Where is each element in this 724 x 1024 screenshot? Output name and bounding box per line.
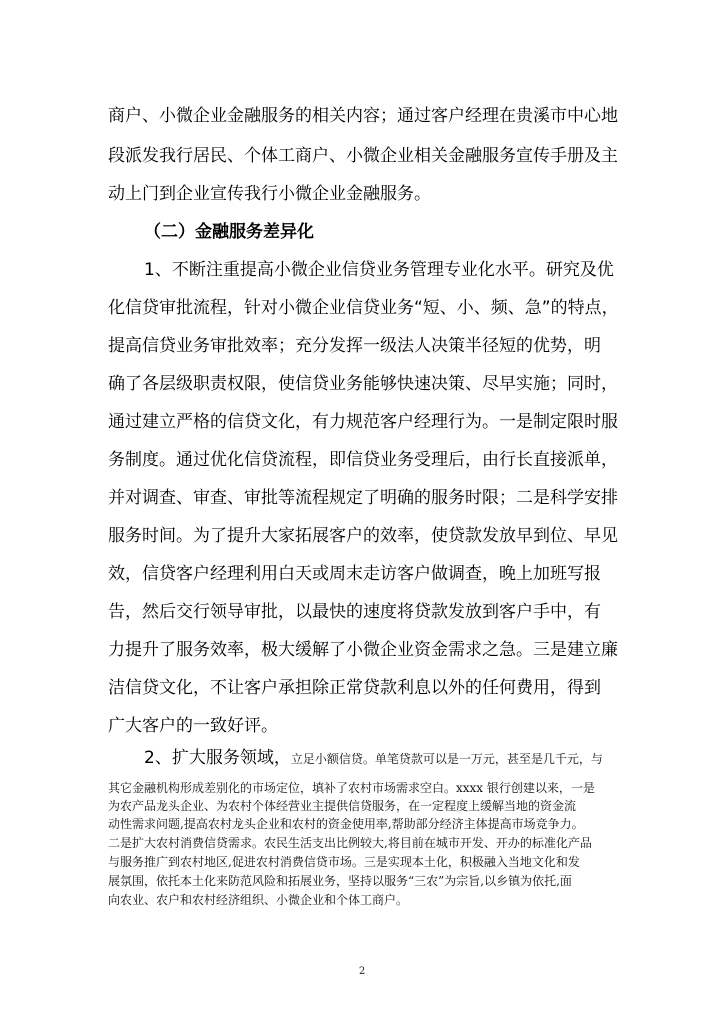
item-2-line [144, 750, 684, 768]
body-line: 并对调查、审查、审批等流程规定了明确的服务时限；二是科学安排 [108, 488, 618, 508]
body-line: 力提升了服务效率，极大缓解了小微企业资金需求之急。三是建立廉 [108, 640, 618, 660]
body-line: 段派发我行居民、个体工商户、小微企业相关金融服务宣传手册及主 [108, 146, 618, 166]
body-line: 化信贷审批流程，针对小微企业信贷业务“短、小、频、急”的特点， [108, 298, 619, 318]
small-line: 动性需求问题,提高农村龙头企业和农村的资金使用率,帮助部分经济主体提高市场竞争力。 [108, 817, 584, 831]
small-line: 其它金融机构形成差别化的市场定位，填补了农村市场需求空白。xxxx 银行创建以来，一是 [108, 781, 595, 795]
body-line: 商户、小微企业金融服务的相关内容；通过客户经理在贵溪市中心地 [108, 106, 618, 126]
body-line: 1、不断注重提高小微企业信贷业务管理专业化水平。研究及优 [144, 260, 614, 280]
body-line: 通过建立严格的信贷文化，有力规范客户经理行为。一是制定限时服 [108, 412, 618, 432]
item-2-inline-text: 立足小额信贷。单笔贷款可以是一万元，甚至是几千元，与 [290, 752, 603, 766]
body-line: 服务时间。为了提升大家拓展客户的效率，使贷款发放早到位、早见 [108, 526, 618, 546]
body-line: 洁信贷文化，不让客户承担除正常贷款利息以外的任何费用，得到 [108, 678, 601, 698]
body-line: 务制度。通过优化信贷流程，即信贷业务受理后，由行长直接派单， [108, 450, 618, 470]
body-line: 动上门到企业宣传我行小微企业金融服务。 [108, 184, 431, 204]
body-line: 效，信贷客户经理利用白天或周末走访客户做调查，晚上加班写报 [108, 564, 601, 584]
page-number: 2 [358, 966, 366, 977]
small-line: 向农业、农户和农村经济组织、小微企业和个体工商户。 [108, 893, 409, 907]
item-2-lead: 2、扩大服务领域， [144, 748, 291, 768]
small-line: 展氛围，依托本土化来防范风险和拓展业务，坚持以服务“三农”为宗旨,以乡镇为依托,面 [108, 874, 572, 888]
small-line: 二是扩大农村消费信贷需求。农民生活支出比例较大,将目前在城市开发、开办的标准化产品 [108, 836, 592, 850]
small-line: 为农产品龙头企业、为农村个体经营业主提供信贷服务，在一定程度上缓解当地的资金流 [108, 799, 577, 813]
body-line: 告，然后交行领导审批，以最快的速度将贷款发放到客户手中，有 [108, 602, 601, 622]
small-line: 与服务推广到农村地区,促进农村消费信贷市场。三是实现本土化，积极融入当地文化和发 [108, 855, 580, 869]
body-line: 确了各层级职责权限，使信贷业务能够快速决策、尽早实施；同时， [108, 374, 618, 394]
section-heading: （二）金融服务差异化 [144, 222, 314, 242]
body-line: 广大客户的一致好评。 [108, 716, 278, 736]
body-line: 提高信贷业务审批效率；充分发挥一级法人决策半径短的优势，明 [108, 336, 601, 356]
